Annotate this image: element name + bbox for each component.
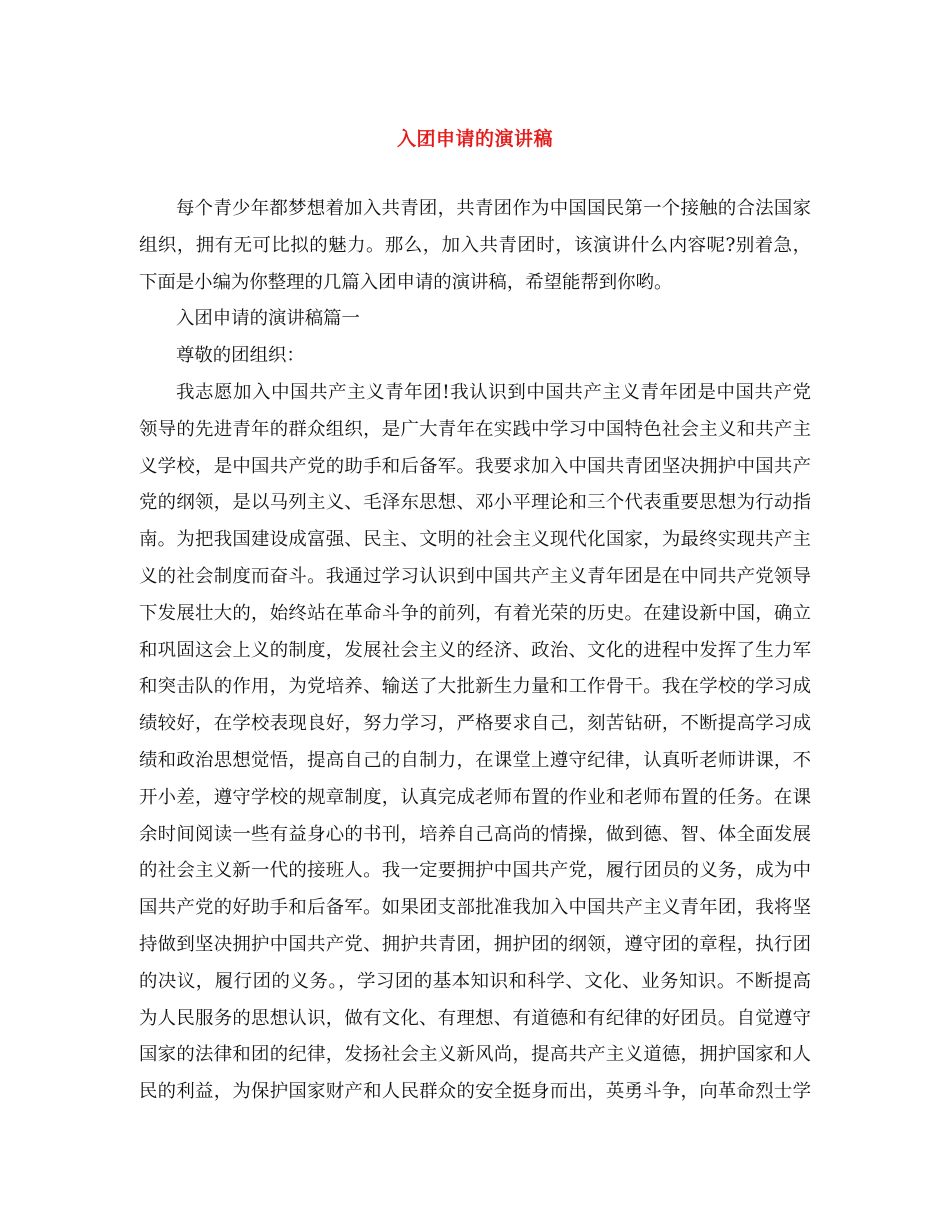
text-line: 下发展壮大的，始终站在革命斗争的前列，有着光荣的历史。在建设新中国，确立 [139,602,811,624]
text-line: 南。为把我国建设成富强、民主、文明的社会主义现代化国家，为最终实现共产主 [139,529,811,551]
text-line: 我志愿加入中国共产主义青年团!我认识到中国共产主义青年团是中国共产党 [176,381,811,403]
text-line: 民的利益，为保护国家财产和人民群众的安全挺身而出，英勇斗争，向革命烈士学 [139,1081,811,1103]
text-line: 绩和政治思想觉悟，提高自己的自制力，在课堂上遵守纪律，认真听老师讲课，不 [139,749,811,771]
text-line: 义学校，是中国共产党的助手和后备军。我要求加入中国共青团坚决拥护中国共产 [139,455,811,477]
text-line: 的社会主义新一代的接班人。我一定要拥护中国共产党，履行团员的义务，成为中 [139,860,811,882]
text-line: 下面是小编为你整理的几篇入团申请的演讲稿，希望能帮到你哟。 [139,271,673,293]
text-line: 国共产党的好助手和后备军。如果团支部批准我加入中国共产主义青年团，我将坚 [139,897,811,919]
text-line: 每个青少年都梦想着加入共青团，共青团作为中国国民第一个接触的合法国家 [176,198,811,219]
text-line: 国家的法律和团的纪律，发扬社会主义新风尚，提高共产主义道德，拥护国家和人 [139,1044,811,1066]
document-body [139,191,811,1111]
text-line: 党的纲领，是以马列主义、毛泽东思想、邓小平理论和三个代表重要思想为行动指 [139,492,811,514]
text-line: 和巩固这会上义的制度，发展社会主义的经济、政治、文化的进程中发挥了生力军 [139,639,811,661]
document-title: 入团申请的演讲稿 [396,128,553,150]
text-line: 义的社会制度而奋斗。我通过学习认识到中国共产主义青年团是在中同共产党领导 [139,565,811,587]
text-line: 绩较好，在学校表现良好，努力学习，严格要求自己，刻苦钻研，不断提高学习成 [139,713,811,735]
text-line: 和突击队的作用，为党培养、输送了大批新生力量和工作骨干。我在学校的学习成 [139,676,811,698]
text-line: 持做到坚决拥护中国共产党、拥护共青团，拥护团的纲领，遵守团的章程，执行团 [139,933,811,955]
text-line: 余时间阅读一些有益身心的书刊，培养自己高尚的情操，做到德、智、体全面发展 [139,823,811,845]
salutation: 尊敬的团组织： [176,345,305,367]
section-heading: 入团申请的演讲稿篇一 [176,308,360,330]
text-line: 为人民服务的思想认识，做有文化、有理想、有道德和有纪律的好团员。自觉遵守 [139,1007,811,1029]
text-line: 的决议，履行团的义务。，学习团的基本知识和科学、文化、业务知识。不断提高 [139,970,811,992]
text-line: 组织，拥有无可比拟的魅力。那么，加入共青团时，该演讲什么内容呢?别着急， [139,234,811,256]
text-line: 开小差，遵守学校的规章制度，认真完成老师布置的作业和老师布置的任务。在课 [139,786,811,808]
text-line: 领导的先进青年的群众组织，是广大青年在实践中学习中国特色社会主义和共产主 [139,418,811,440]
